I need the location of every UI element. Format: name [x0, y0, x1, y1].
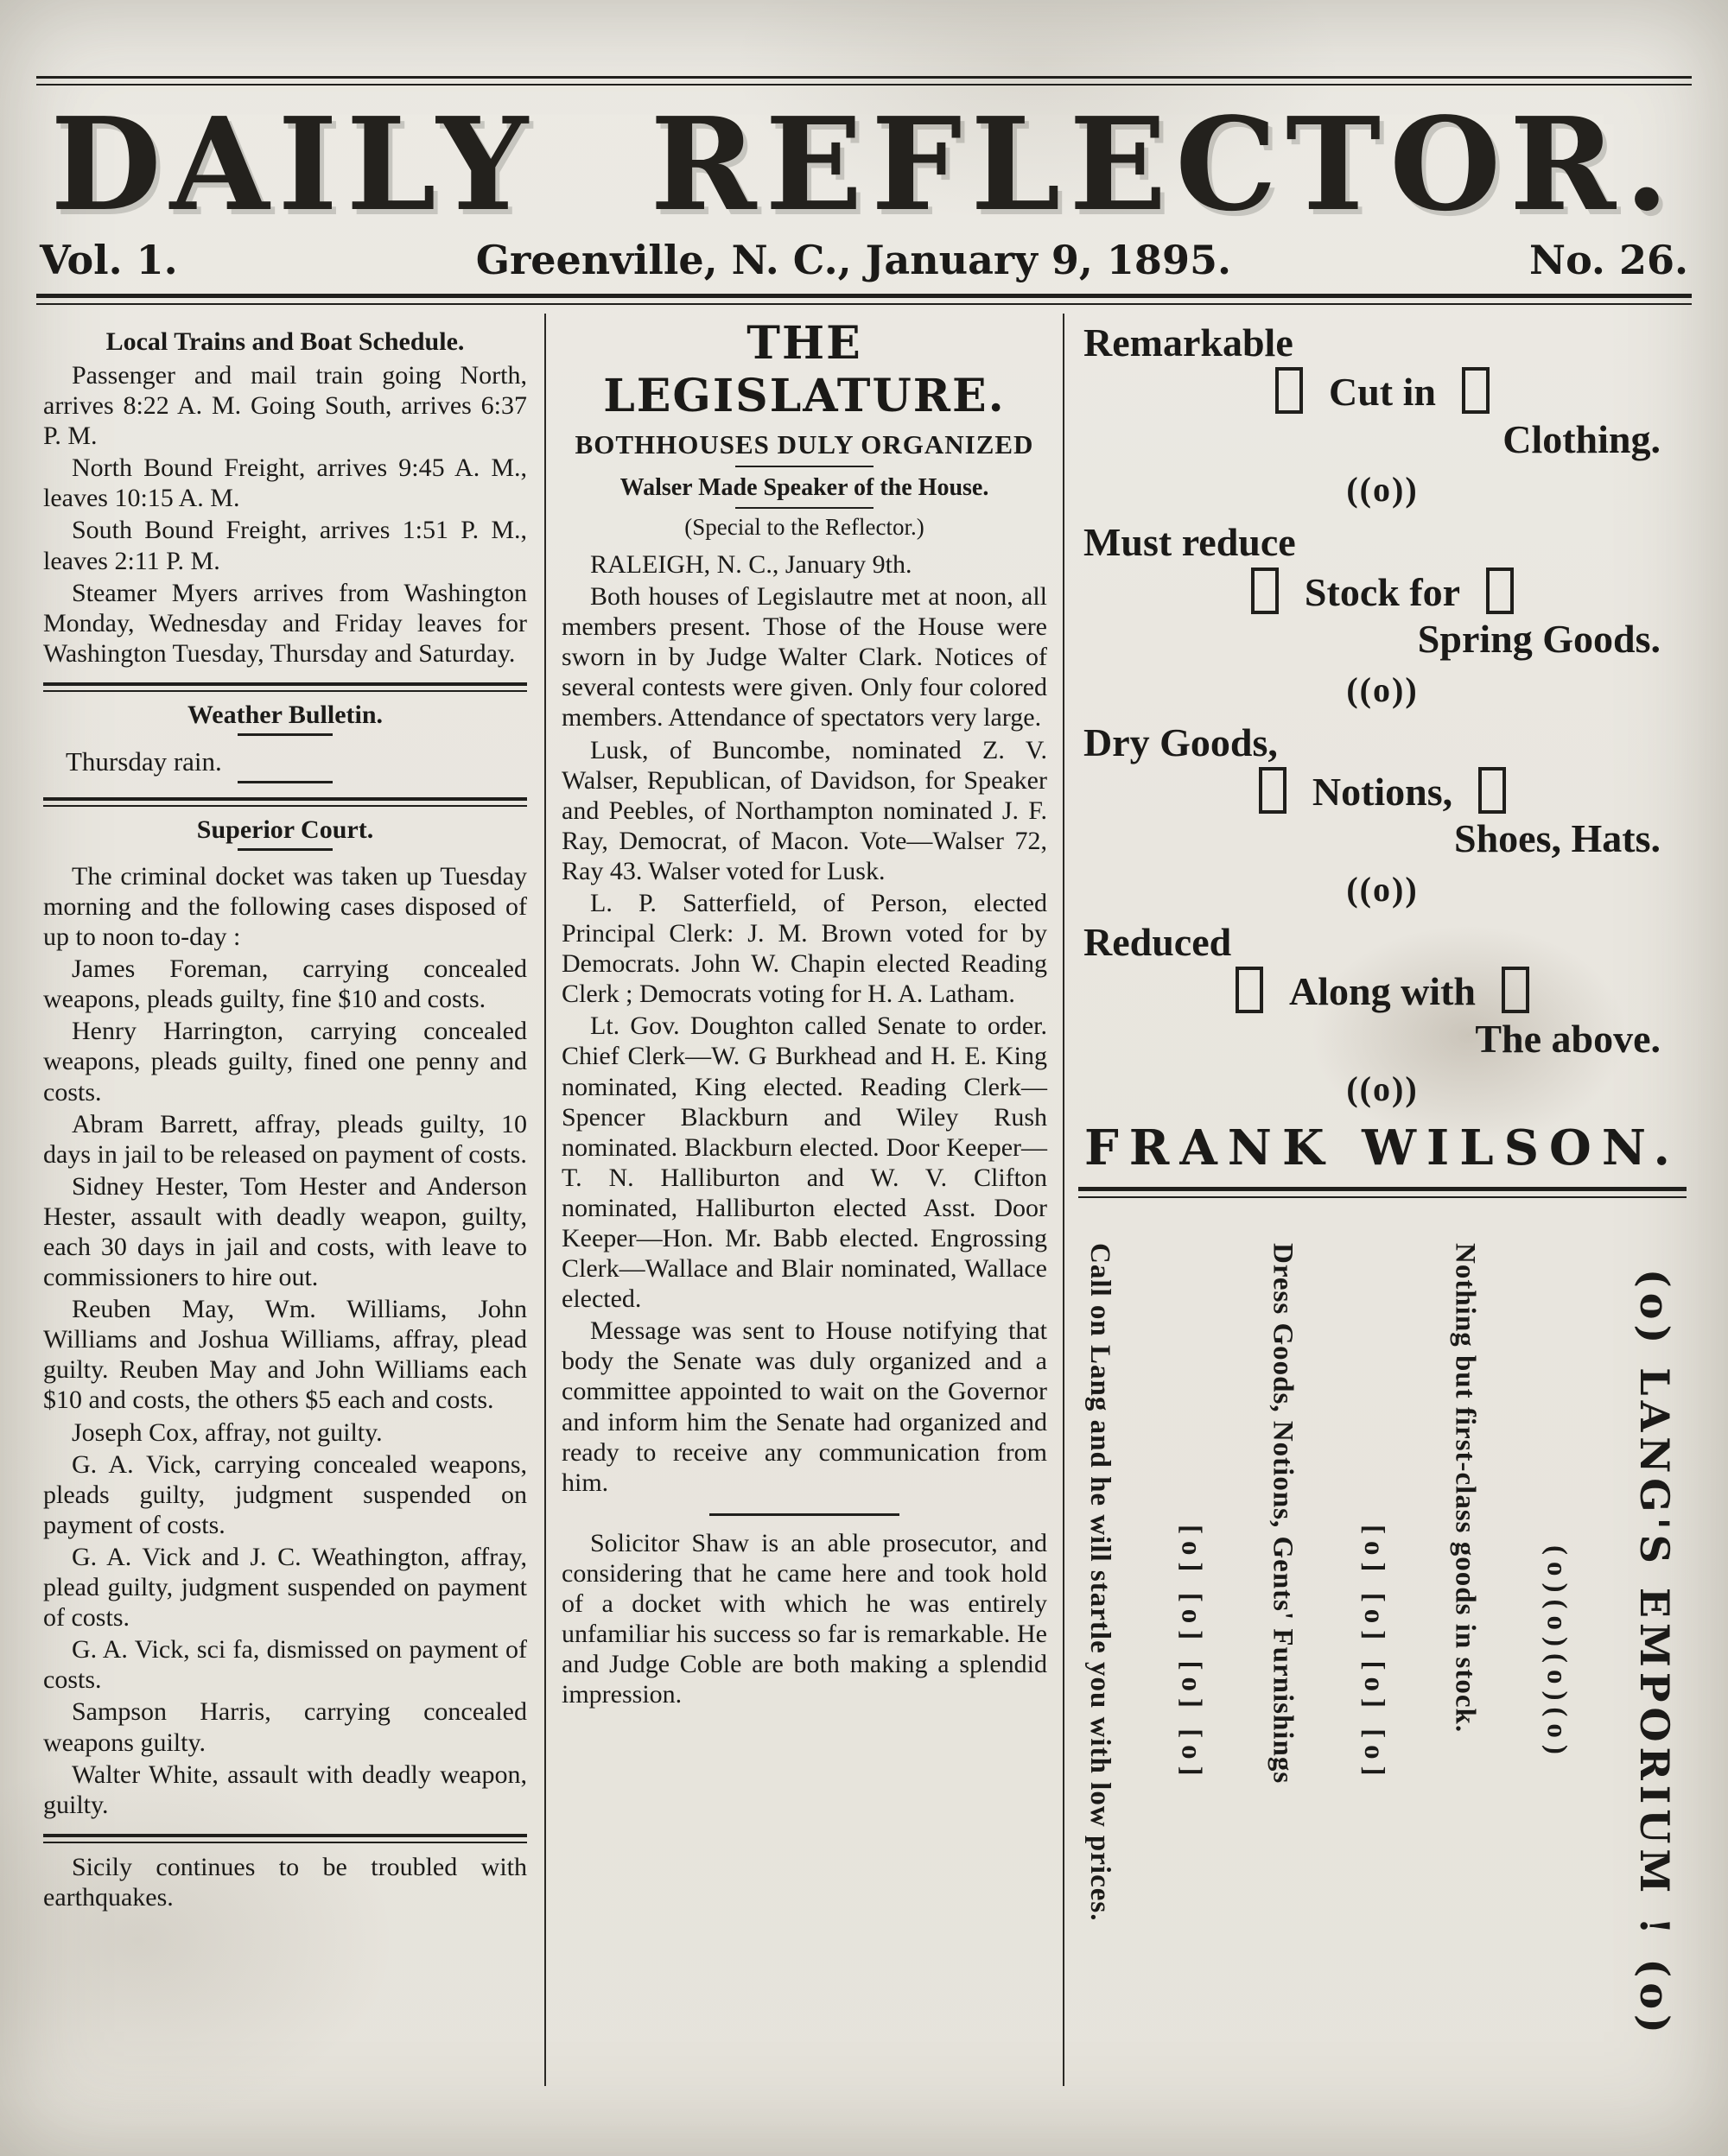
issue-number: No. 26.	[1529, 236, 1688, 283]
ad-line: Must reduce	[1083, 520, 1296, 565]
column-legislature	[546, 314, 1064, 2086]
court-case: Abram Barrett, affray, pleads guilty, 10 days in jail to be released on payment of costs.	[43, 1109, 527, 1169]
heading-rule	[238, 781, 333, 783]
trains-paragraph: Steamer Myers arrives from Washington Monday, Wednesday and Friday leaves for Washington Tuesday, Thursday and Saturday.	[43, 578, 527, 668]
section-divider	[43, 682, 527, 692]
legislature-paragraph: Message was sent to House notifying that body the Senate was duly organized and a committee appointed to wait on the Governor and inform him the Senate had organized and ready to receive any communication from him.	[562, 1316, 1047, 1497]
ad-line	[1078, 568, 1687, 615]
ad-blocks	[1078, 320, 1687, 1109]
section-divider	[43, 1834, 527, 1843]
ad-line: Reduced	[1083, 919, 1232, 964]
trains-heading: Local Trains and Boat Schedule.	[105, 327, 465, 356]
dateline: Greenville, N. C., January 9, 1895.	[475, 236, 1231, 283]
court-case: Henry Harrington, carrying concealed weapons, pleads guilty, fined one penny and costs.	[43, 1017, 527, 1107]
subhead-rule	[735, 466, 874, 467]
masthead-rule	[36, 294, 1692, 305]
sicily-note: Sicily continues to be troubled with earthquakes.	[43, 1852, 527, 1912]
ad-vertical	[1078, 1205, 1687, 2086]
ad-separator: ((o))	[1346, 1069, 1419, 1109]
legislature-credit: (Special to the Reflector.)	[684, 513, 924, 540]
ad-line-text: Stock for	[1304, 569, 1461, 614]
ad-vertical-line: (o)(o)(o)(o)	[1541, 1545, 1572, 1762]
ad-line: Dry Goods,	[1083, 720, 1278, 764]
ad-vertical-line: (o) LANG'S EMPORIUM ! (o)	[1630, 1268, 1678, 2039]
ad-vertical-line: Dress Goods, Notions, Gents' Furnishings	[1267, 1243, 1299, 1785]
ad-line-text: Cut in	[1329, 370, 1436, 415]
ornament-box-icon	[1478, 767, 1506, 814]
ad-vertical-line: [o] [o] [o] [o]	[1175, 1524, 1207, 1783]
trains-paragraph: North Bound Freight, arrives 9:45 A. M., leaves 10:15 A. M.	[43, 453, 527, 513]
legislature-paragraph: Lt. Gov. Doughton called Senate to order. Chief Clerk—W. G Burkhead and H. E. King nominated, King elected. Reading Clerk—Spencer Blackburn and Wiley Rush nominated. Blackburn elected. Door Keeper—T. N. Halliburton and W. V. Clifton nominated, Halliburton elected Asst. Door Keeper—Hon. Mr. Babb elected. Engrossing Clerk—Wallace and Blair nominated, Wallace elected.	[562, 1011, 1047, 1314]
mid-divider	[709, 1513, 899, 1516]
legislature-paragraph: L. P. Satterfield, of Person, elected Principal Clerk: J. M. Brown voted for by Democrats. John W. Chapin elected Reading Clerk ; Democrats voting for H. A. Latham.	[562, 888, 1047, 1009]
ad-line: Clothing.	[1502, 416, 1661, 461]
weather-text: Thursday rain.	[66, 745, 222, 777]
ad-signature: FRANK WILSON.	[1084, 1119, 1680, 1177]
ad-line: Spring Goods.	[1417, 617, 1661, 662]
ad-separator: ((o))	[1346, 669, 1419, 709]
court-case: G. A. Vick, carrying concealed weapons, pleads guilty, judgment suspended on payment of costs.	[43, 1449, 527, 1539]
court-case: G. A. Vick, sci fa, dismissed on payment of costs.	[43, 1635, 527, 1695]
court-case: Reuben May, Wm. Williams, John Williams and Joshua Williams, affray, plead guilty. Reuben May and John Williams each $10 and costs, the others $5 each and costs.	[43, 1295, 527, 1415]
legislature-paragraphs	[562, 549, 1047, 1498]
ad-rule	[1078, 1187, 1687, 1198]
ornament-box-icon	[1275, 367, 1303, 414]
legislature-subhead1: BOTHHOUSES DULY ORGANIZED	[575, 428, 1034, 460]
heading-rule	[238, 733, 333, 736]
ad-vertical-line: [o] [o] [o] [o]	[1357, 1524, 1389, 1783]
weather-heading: Weather Bulletin.	[187, 700, 384, 729]
ad-line: Remarkable	[1083, 320, 1293, 365]
masthead-title: DAILY REFLECTOR.	[50, 89, 1678, 239]
court-paragraphs	[43, 861, 527, 1820]
column-advertisement	[1064, 314, 1692, 2086]
top-rule	[36, 76, 1692, 86]
ad-line: The above.	[1475, 1016, 1661, 1061]
subhead-rule	[735, 507, 874, 509]
ornament-box-icon	[1251, 568, 1279, 614]
ad-line	[1078, 967, 1687, 1014]
trains-paragraphs	[43, 360, 527, 669]
court-case: Sampson Harris, carrying concealed weapons guilty.	[43, 1697, 527, 1757]
ad-vertical-line: Nothing but first-class goods in stock.	[1449, 1243, 1481, 1734]
legislature-paragraph: Both houses of Legislautre met at noon, all members present. Those of the House were sworn in by Judge Walter Clark. Notices of several contests were given. Only four colored members. Attendance of spectators very large.	[562, 582, 1047, 732]
column-local-news	[36, 314, 546, 2086]
ornament-box-icon	[1486, 568, 1514, 614]
court-case: The criminal docket was taken up Tuesday morning and the following cases disposed of up to noon to-day :	[43, 861, 527, 952]
court-case: Sidney Hester, Tom Hester and Anderson Hester, assault with deadly weapon, guilty, each 30 days in jail and costs, with leave to commissioners to hire out.	[43, 1171, 527, 1292]
court-case: James Foreman, carrying concealed weapons, pleads guilty, fine $10 and costs.	[43, 954, 527, 1014]
court-case: Joseph Cox, affray, not guilty.	[72, 1417, 383, 1447]
legislature-paragraph: RALEIGH, N. C., January 9th.	[590, 549, 912, 579]
volume-label: Vol. 1.	[40, 236, 178, 283]
ad-line: Shoes, Hats.	[1454, 816, 1661, 861]
shaw-paragraph: Solicitor Shaw is an able prosecutor, and considering that he came here and took hold of a docket with which he was entirely unfamiliar his success so far is remarkable. He and Judge Coble are both making a splendid impression.	[562, 1528, 1047, 1709]
ornament-box-icon	[1462, 367, 1490, 414]
legislature-paragraph: Lusk, of Buncombe, nominated Z. V. Walser, Republican, of Davidson, for Speaker and Peebles, of Northampton nominated J. F. Ray, Democrat, of Macon. Vote—Walser 72, Ray 43. Walser voted for Lusk.	[562, 735, 1047, 885]
ad-line-text: Notions,	[1312, 770, 1453, 815]
trains-paragraph: Passenger and mail train going North, arrives 8:22 A. M. Going South, arrives 6:37 P. M.	[43, 360, 527, 451]
ad-separator: ((o))	[1346, 470, 1419, 510]
court-heading: Superior Court.	[196, 815, 374, 844]
ad-line	[1078, 367, 1687, 415]
court-case: Walter White, assault with deadly weapon, guilty.	[43, 1760, 527, 1819]
legislature-subhead2: Walser Made Speaker of the House.	[619, 473, 989, 501]
ad-separator: ((o))	[1346, 869, 1419, 909]
ad-line-text: Along with	[1289, 969, 1476, 1014]
trains-paragraph: South Bound Freight, arrives 1:51 P. M., leaves 2:11 P. M.	[43, 516, 527, 575]
section-divider	[43, 797, 527, 807]
legislature-headline: THE LEGISLATURE.	[603, 316, 1006, 422]
court-case: G. A. Vick and J. C. Weathington, affray, plead guilty, judgment suspended on payment of costs.	[43, 1542, 527, 1633]
ornament-box-icon	[1236, 967, 1263, 1013]
masthead-dateline-row	[40, 237, 1688, 283]
heading-rule	[238, 848, 333, 851]
ad-vertical-line: Call on Lang and he will startle you with low prices.	[1084, 1243, 1115, 1922]
ad-line	[1078, 767, 1687, 815]
ornament-box-icon	[1502, 967, 1529, 1013]
content-columns	[36, 314, 1692, 2086]
ornament-box-icon	[1259, 767, 1286, 814]
